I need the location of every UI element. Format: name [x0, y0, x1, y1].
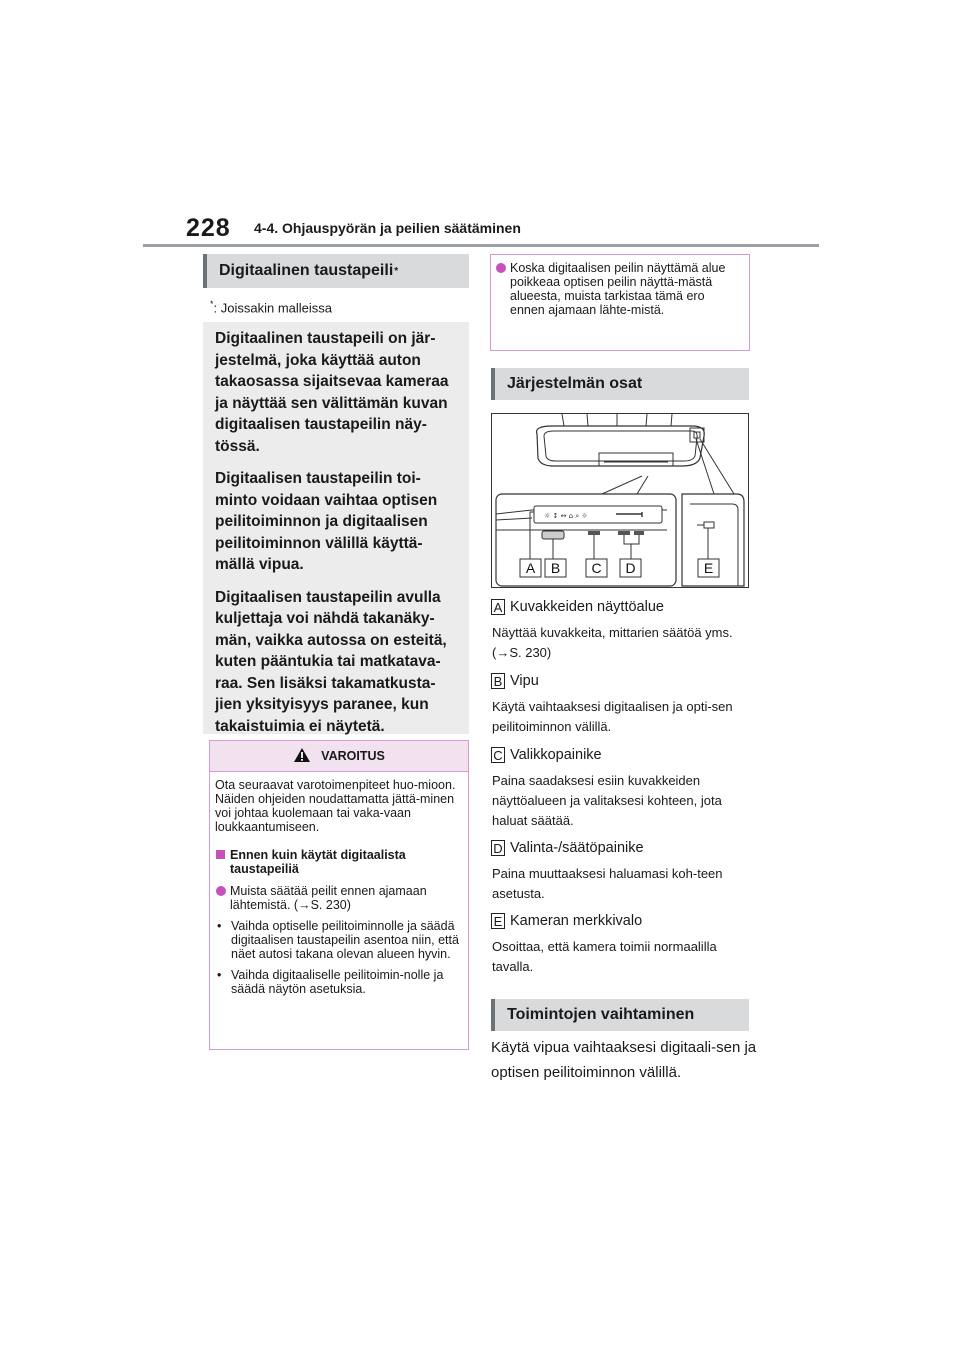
- note-text: Koska digitaalisen peilin näyttämä alue poikkeaa optisen peilin näyttä-mästä alueesta, muista tarkistaa tämä ero ennen ajamaan lähte-mistä.: [510, 261, 726, 317]
- callout-d-label: D: [625, 560, 636, 576]
- part-d-label: Valinta-/säätöpainike: [510, 840, 644, 856]
- intro-paragraph: Digitaalisen taustapeilin avulla kuljettaja voi nähdä takanäky-män, vaikka autossa on esteitä, kuten pääntukia tai matkatava-raa. Sen lisäksi takamatkusta-jien yksityisyys paranee, kun takaistuimia ei näytetä.: [215, 588, 447, 735]
- part-key-b: B: [491, 673, 505, 689]
- intro-paragraph: Digitaalisen taustapeilin toi-minto voidaan vaihtaa optisen peilitoiminnon ja digitaalisen peilitoiminnon välillä käyttä-mällä vipua.: [215, 470, 438, 573]
- part-c-desc: Paina saadaksesi esiin kuvakkeiden näyttöalueen ja valitaksesi kohteen, jota haluat säätää.: [492, 773, 722, 828]
- mirror-diagram: [491, 413, 749, 588]
- part-d: [491, 840, 644, 856]
- note-box: [490, 254, 750, 351]
- part-key-a: A: [491, 599, 505, 615]
- part-key-d: D: [491, 840, 505, 856]
- warning-intro: Ota seuraavat varotoimenpiteet huo-mioon. Näiden ohjeiden noudattamatta jättä-minen voi johtaa kuolemaan tai vaka-vaan loukkaantumiseen.: [215, 778, 456, 834]
- warning-bullet-text: Vaihda optiselle peilitoiminnolle ja säädä digitaalisen taustapeilin asentoa niin, että näet autosi takana olevan alueen hyvin.: [231, 919, 459, 961]
- part-a-label: Kuvakkeiden näyttöalue: [510, 599, 664, 615]
- warning-item-text: Muista säätää peilit ennen ajamaan lähtemistä. (→S. 230): [230, 884, 427, 912]
- magenta-dot-icon: [496, 263, 506, 273]
- section-heading-text: Järjestelmän osat: [507, 375, 643, 392]
- magenta-square-icon: [216, 850, 225, 859]
- warning-item: [215, 884, 461, 912]
- footnote-mark: *: [210, 299, 214, 309]
- warning-bullet-text: Vaihda digitaaliselle peilitoimin-nolle ja säädä näytön asetuksia.: [231, 968, 444, 996]
- part-key-e: E: [491, 913, 505, 929]
- part-key-c: C: [491, 747, 505, 763]
- callout-c-label: C: [591, 560, 602, 576]
- warning-subheading: [215, 848, 461, 876]
- callout-e-label: E: [703, 560, 714, 576]
- warning-bullet: [215, 968, 461, 996]
- warning-box: [209, 740, 469, 1050]
- bullet-icon: •: [217, 919, 222, 933]
- callout-a-label: A: [525, 560, 536, 576]
- intro-box: [203, 322, 469, 734]
- warning-bullet: [215, 919, 461, 961]
- section-heading-parts: [491, 368, 749, 400]
- part-b-label: Vipu: [510, 673, 539, 689]
- part-c-label: Valikkopainike: [510, 747, 602, 763]
- svg-text:☼ ↕ ↔ ⌂ ⌕ ☼: ☼ ↕ ↔ ⌂ ⌕ ☼: [544, 512, 588, 520]
- part-e: [491, 913, 642, 929]
- header-divider: [143, 244, 819, 247]
- part-b: [491, 673, 539, 689]
- warning-triangle-icon: [293, 747, 311, 766]
- section-heading-text: Toimintojen vaihtaminen: [507, 1006, 695, 1023]
- chapter-title: 4-4. Ohjauspyörän ja peilien säätäminen: [254, 220, 521, 236]
- section-heading-digital-mirror: [203, 254, 469, 288]
- warning-header: [210, 741, 468, 772]
- magenta-dot-icon: [216, 886, 226, 896]
- part-e-label: Kameran merkkivalo: [510, 913, 643, 929]
- switching-text: Käytä vipua vaihtaaksesi digitaali-sen ja optisen peilitoiminnon välillä.: [491, 1039, 757, 1081]
- part-b-desc: Käytä vaihtaaksesi digitaalisen ja opti-sen peilitoiminnon välillä.: [492, 699, 733, 734]
- asterisk-mark: *: [394, 265, 399, 277]
- bullet-icon: •: [217, 968, 222, 982]
- intro-paragraph: Digitaalinen taustapeili on jär-jestelmä, joka käyttää auton takaosassa sijaitsevaa kameraa ja näyttää sen välittämän kuvan digitaalisen taustapeilin näy-tössä.: [215, 330, 449, 455]
- warning-title: VAROITUS: [321, 749, 385, 763]
- part-a: [491, 599, 664, 615]
- page-number: 228: [186, 214, 231, 242]
- warning-subheading-text: Ennen kuin käytät digitaalista taustapeiliä: [230, 848, 406, 876]
- part-c: [491, 747, 602, 763]
- mirror-illustration: [492, 414, 748, 587]
- section-heading-switching: [491, 999, 749, 1031]
- section-heading-text: Digitaalinen taustapeili: [219, 262, 394, 279]
- part-e-desc: Osoittaa, että kamera toimii normaalilla tavalla.: [492, 939, 717, 974]
- callout-b-label: B: [550, 560, 561, 576]
- footnote: [210, 299, 332, 315]
- part-a-desc: Näyttää kuvakkeita, mittarien säätöä yms. (→S. 230): [492, 625, 733, 660]
- part-d-desc: Paina muuttaaksesi haluamasi koh-teen asetusta.: [492, 866, 723, 901]
- footnote-text: : Joissakin malleissa: [213, 300, 333, 316]
